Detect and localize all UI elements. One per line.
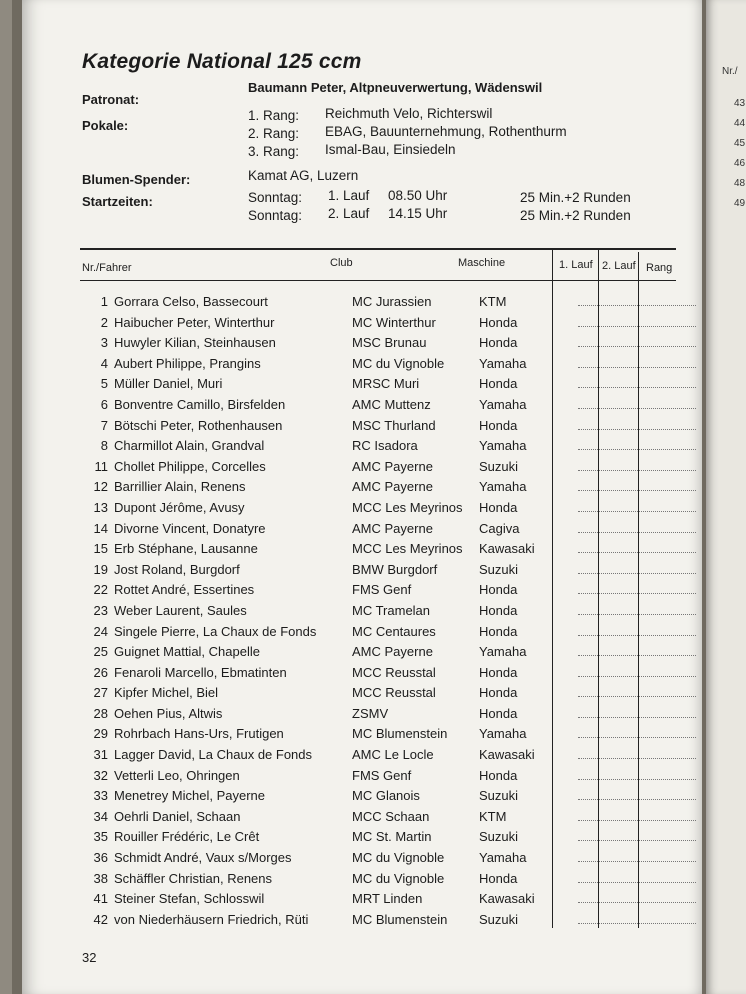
- startzeiten-label: Startzeiten:: [82, 194, 153, 209]
- table-row: [84, 313, 694, 334]
- result-entry-line: [578, 552, 696, 553]
- rider-number: 4: [100, 355, 108, 371]
- rider-name: Rottet André, Essertines: [114, 582, 255, 598]
- rider-number: 41: [93, 891, 108, 907]
- rider-name: Chollet Philippe, Corcelles: [114, 458, 266, 474]
- rider-club: MC Winterthur: [352, 314, 436, 330]
- table-row: [84, 457, 694, 478]
- rider-machine: Honda: [479, 499, 518, 515]
- rider-machine: Honda: [479, 870, 518, 886]
- result-entry-line: [578, 449, 696, 450]
- start-lauf-1: 1. Lauf: [328, 188, 370, 203]
- result-entry-line: [578, 593, 696, 594]
- result-entry-line: [578, 367, 696, 368]
- rider-club: MC Tramelan: [352, 602, 431, 618]
- rider-machine: Honda: [479, 685, 518, 701]
- rider-club: MC Jurassien: [352, 294, 432, 309]
- pokal-name-3: Ismal-Bau, Einsiedeln: [325, 142, 456, 157]
- rider-club: MC Centaures: [352, 623, 436, 639]
- table-header-rule: [80, 280, 676, 281]
- result-entry-line: [578, 532, 696, 533]
- header-maschine: Maschine: [458, 257, 506, 269]
- result-entry-line: [578, 717, 696, 718]
- rider-name: Vetterli Leo, Ohringen: [114, 767, 240, 783]
- header-lauf1: 1. Lauf: [559, 259, 593, 271]
- table-row: [84, 333, 694, 354]
- rider-machine: Honda: [479, 335, 518, 351]
- rider-club: MCC Reusstal: [352, 664, 436, 680]
- rider-number: 13: [93, 499, 108, 515]
- rider-machine: Yamaha: [479, 438, 527, 454]
- table-row: [84, 354, 694, 375]
- rider-number: 7: [100, 417, 108, 433]
- pokal-name-2: EBAG, Bauunternehmung, Rothenthurm: [325, 124, 567, 139]
- result-entry-line: [578, 614, 696, 615]
- rider-name: Divorne Vincent, Donatyre: [114, 520, 266, 536]
- patronat-label: Patronat:: [82, 92, 140, 107]
- rider-number: 27: [93, 685, 108, 701]
- table-row: [84, 704, 694, 725]
- rider-club: FMS Genf: [352, 582, 412, 598]
- next-page-nr: 45: [734, 138, 746, 149]
- rider-list: [84, 292, 694, 930]
- table-row: [84, 786, 694, 807]
- result-entry-line: [578, 820, 696, 821]
- rider-name: Bonventre Camillo, Birsfelden: [114, 396, 286, 412]
- result-entry-line: [578, 861, 696, 862]
- rider-machine: Kawasaki: [479, 541, 535, 557]
- rider-name: Haibucher Peter, Winterthur: [114, 314, 275, 330]
- blumen-label: Blumen-Spender:: [82, 172, 191, 187]
- next-page-nr: 49: [734, 198, 746, 209]
- rider-number: 42: [93, 911, 108, 927]
- table-row: [84, 601, 694, 622]
- rider-number: 15: [93, 541, 108, 557]
- table-row: [84, 724, 694, 745]
- rider-club: AMC Payerne: [352, 644, 433, 660]
- table-row: [84, 436, 694, 457]
- rider-machine: Yamaha: [479, 726, 527, 742]
- result-entry-line: [578, 676, 696, 677]
- rider-number: 32: [93, 767, 108, 783]
- result-entry-line: [578, 779, 696, 780]
- rider-number: 19: [93, 561, 108, 577]
- result-entry-line: [578, 737, 696, 738]
- header-fahrer: Nr./Fahrer: [82, 262, 132, 274]
- rider-name: Steiner Stefan, Schlosswil: [114, 891, 265, 907]
- rider-name: Weber Laurent, Saules: [114, 602, 247, 618]
- table-row: [84, 477, 694, 498]
- rider-name: Erb Stéphane, Lausanne: [114, 541, 258, 557]
- rider-name: Huwyler Kilian, Steinhausen: [114, 335, 276, 351]
- rider-machine: Yamaha: [479, 355, 527, 371]
- next-page-nr: 43: [734, 98, 746, 109]
- rider-name: Fenaroli Marcello, Ebmatinten: [114, 664, 287, 680]
- rider-name: Müller Daniel, Muri: [114, 376, 223, 392]
- result-entry-line: [578, 696, 696, 697]
- rider-club: MCC Schaan: [352, 808, 430, 824]
- rider-club: AMC Payerne: [352, 479, 433, 495]
- rider-number: 35: [93, 829, 108, 845]
- result-entry-line: [578, 799, 696, 800]
- result-entry-line: [578, 923, 696, 924]
- result-entry-line: [578, 511, 696, 512]
- rider-machine: Suzuki: [479, 458, 519, 474]
- next-page-nr: 46: [734, 158, 746, 169]
- pokal-name-1: Reichmuth Velo, Richterswil: [325, 106, 493, 121]
- rider-number: 31: [93, 747, 108, 763]
- table-row: [84, 766, 694, 787]
- result-entry-line: [578, 573, 696, 574]
- rider-number: 34: [93, 808, 108, 824]
- pokal-rang-1: 1. Rang:: [248, 108, 300, 123]
- table-row: [84, 622, 694, 643]
- rider-number: 14: [93, 520, 108, 536]
- rider-number: 6: [100, 396, 108, 412]
- rider-club: MC Glanois: [352, 788, 420, 804]
- table-row: [84, 910, 694, 931]
- next-page-header: Nr./: [722, 66, 738, 77]
- rider-machine: Honda: [479, 664, 518, 680]
- rider-number: 5: [100, 376, 108, 392]
- table-row: [84, 519, 694, 540]
- result-entry-line: [578, 840, 696, 841]
- rider-club: MSC Brunau: [352, 335, 427, 351]
- rider-machine: Yamaha: [479, 396, 527, 412]
- result-entry-line: [578, 635, 696, 636]
- table-row: [84, 642, 694, 663]
- rider-machine: Honda: [479, 623, 518, 639]
- rider-number: 28: [93, 705, 108, 721]
- result-entry-line: [578, 429, 696, 430]
- rider-machine: Honda: [479, 705, 518, 721]
- rider-machine: Honda: [479, 582, 518, 598]
- rider-club: MRT Linden: [352, 891, 423, 907]
- rider-number: 8: [100, 438, 108, 454]
- rider-name: Schäffler Christian, Renens: [114, 870, 273, 886]
- table-row: [84, 580, 694, 601]
- result-entry-line: [578, 346, 696, 347]
- table-row: [84, 663, 694, 684]
- rider-machine: Suzuki: [479, 829, 519, 845]
- table-row: [84, 292, 694, 313]
- rider-club: RC Isadora: [352, 438, 418, 454]
- start-duration-2: 25 Min.+2 Runden: [520, 208, 631, 223]
- rider-club: MSC Thurland: [352, 417, 436, 433]
- result-entry-line: [578, 326, 696, 327]
- rider-name: Lagger David, La Chaux de Fonds: [114, 747, 313, 763]
- rider-number: 36: [93, 850, 108, 866]
- table-row: [84, 848, 694, 869]
- rider-name: Oehrli Daniel, Schaan: [114, 808, 241, 824]
- rider-number: 26: [93, 664, 108, 680]
- header-rang: Rang: [646, 262, 673, 274]
- result-entry-line: [578, 655, 696, 656]
- rider-club: MCC Les Meyrinos: [352, 499, 463, 515]
- rider-name: Dupont Jérôme, Avusy: [114, 499, 245, 515]
- result-entry-line: [578, 882, 696, 883]
- result-entry-line: [578, 470, 696, 471]
- rider-number: 11: [94, 458, 108, 474]
- rider-club: MC du Vignoble: [352, 355, 445, 371]
- next-page-nr: 44: [734, 118, 746, 129]
- rider-number: 22: [93, 582, 108, 598]
- rider-club: MC Blumenstein: [352, 911, 448, 927]
- table-row: [84, 374, 694, 395]
- next-page-edge: [706, 0, 746, 994]
- rider-machine: Kawasaki: [479, 891, 535, 907]
- rider-club: MC St. Martin: [352, 829, 432, 845]
- rider-club: MCC Reusstal: [352, 685, 436, 701]
- page-title: Kategorie National 125 ccm: [82, 50, 362, 73]
- rider-machine: Honda: [479, 417, 518, 433]
- rider-machine: Cagiva: [479, 520, 520, 536]
- rider-club: AMC Payerne: [352, 520, 433, 536]
- table-row: [84, 498, 694, 519]
- rider-number: 23: [93, 602, 108, 618]
- rider-machine: Yamaha: [479, 644, 527, 660]
- desk-background: [0, 0, 12, 994]
- rider-name: Kipfer Michel, Biel: [114, 685, 219, 701]
- rider-machine: KTM: [479, 294, 507, 309]
- rider-club: AMC Le Locle: [352, 747, 434, 763]
- start-duration-1: 25 Min.+2 Runden: [520, 190, 631, 205]
- rider-name: Charmillot Alain, Grandval: [114, 438, 265, 454]
- rider-number: 3: [100, 335, 108, 351]
- rider-name: Menetrey Michel, Payerne: [114, 788, 266, 804]
- rider-machine: KTM: [479, 808, 507, 824]
- rider-club: AMC Payerne: [352, 458, 433, 474]
- rider-machine: Honda: [479, 376, 518, 392]
- rider-name: Guignet Mattial, Chapelle: [114, 644, 260, 660]
- rider-number: 38: [93, 870, 108, 886]
- result-entry-line: [578, 490, 696, 491]
- header-lauf2: 2. Lauf: [602, 260, 636, 272]
- rider-name: Jost Roland, Burgdorf: [114, 561, 240, 577]
- rider-club: MCC Les Meyrinos: [352, 541, 463, 557]
- rider-machine: Suzuki: [479, 561, 519, 577]
- pokal-rang-2: 2. Rang:: [248, 126, 300, 141]
- patronat-value: Baumann Peter, Altpneuverwertung, Wädenswil: [248, 80, 543, 95]
- start-time-1: 08.50 Uhr: [388, 188, 448, 203]
- rider-machine: Honda: [479, 314, 518, 330]
- rider-machine: Kawasaki: [479, 747, 535, 763]
- rider-name: Rohrbach Hans-Urs, Frutigen: [114, 726, 284, 742]
- rider-name: Oehen Pius, Altwis: [114, 705, 223, 721]
- page-number: 32: [82, 950, 97, 965]
- rider-machine: Yamaha: [479, 850, 527, 866]
- rider-name: Barrillier Alain, Renens: [114, 479, 246, 495]
- rider-machine: Yamaha: [479, 479, 527, 495]
- rider-club: BMW Burgdorf: [352, 561, 438, 577]
- result-entry-line: [578, 902, 696, 903]
- table-row: [84, 869, 694, 890]
- table-row: [84, 416, 694, 437]
- table-row: [84, 539, 694, 560]
- table-top-rule: [80, 248, 676, 250]
- rider-name: Bötschi Peter, Rothenhausen: [114, 417, 283, 433]
- rider-name: Singele Pierre, La Chaux de Fonds: [114, 623, 317, 639]
- rider-number: 12: [93, 479, 108, 495]
- start-day-1: Sonntag:: [248, 190, 303, 205]
- rider-club: MRSC Muri: [352, 376, 420, 392]
- rider-name: von Niederhäusern Friedrich, Rüti: [114, 911, 309, 927]
- header-club: Club: [330, 257, 353, 269]
- result-entry-line: [578, 758, 696, 759]
- result-entry-line: [578, 387, 696, 388]
- rider-machine: Suzuki: [479, 788, 519, 804]
- rider-club: MC du Vignoble: [352, 870, 445, 886]
- blumen-value: Kamat AG, Luzern: [248, 168, 359, 183]
- rider-club: AMC Muttenz: [352, 396, 431, 412]
- program-page: [22, 0, 702, 994]
- rider-number: 1: [100, 294, 108, 309]
- result-entry-line: [578, 305, 696, 306]
- rider-number: 24: [93, 623, 108, 639]
- rider-club: MC Blumenstein: [352, 726, 448, 742]
- result-entry-line: [578, 408, 696, 409]
- pokale-label: Pokale:: [82, 118, 129, 133]
- rider-name: Schmidt André, Vaux s/Morges: [114, 850, 292, 866]
- table-row: [84, 395, 694, 416]
- rider-machine: Honda: [479, 602, 518, 618]
- rider-name: Gorrara Celso, Bassecourt: [114, 294, 268, 309]
- rider-club: ZSMV: [352, 705, 389, 721]
- next-page-nr: 48: [734, 178, 746, 189]
- pokal-rang-3: 3. Rang:: [248, 144, 300, 159]
- rider-number: 25: [93, 644, 108, 660]
- rider-club: MC du Vignoble: [352, 850, 445, 866]
- rider-name: Rouiller Frédéric, Le Crêt: [114, 829, 260, 845]
- rider-number: 2: [100, 314, 108, 330]
- table-row: [84, 807, 694, 828]
- table-row: [84, 827, 694, 848]
- rider-machine: Honda: [479, 767, 518, 783]
- start-time-2: 14.15 Uhr: [388, 206, 448, 221]
- rider-name: Aubert Philippe, Prangins: [114, 355, 261, 371]
- start-lauf-2: 2. Lauf: [328, 206, 370, 221]
- table-row: [84, 745, 694, 766]
- table-row: [84, 560, 694, 581]
- table-row: [84, 889, 694, 910]
- start-day-2: Sonntag:: [248, 208, 303, 223]
- rider-club: FMS Genf: [352, 767, 412, 783]
- table-row: [84, 683, 694, 704]
- rider-number: 29: [93, 726, 108, 742]
- rider-machine: Suzuki: [479, 911, 519, 927]
- rider-number: 33: [93, 788, 108, 804]
